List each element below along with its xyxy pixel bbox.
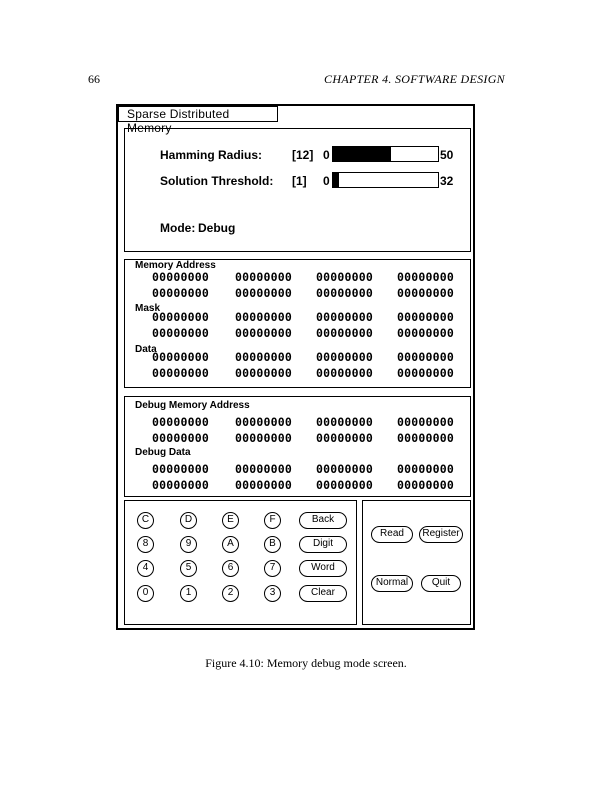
- quit-button[interactable]: Quit: [421, 575, 461, 592]
- hamming-max: 50: [440, 148, 454, 162]
- key-5-button[interactable]: 5: [180, 560, 197, 577]
- mask-word: 00000000: [152, 326, 209, 340]
- debug-data-word: 00000000: [152, 478, 209, 492]
- debug-data-word: 00000000: [152, 462, 209, 476]
- mask-word: 00000000: [235, 326, 292, 340]
- mask-word: 00000000: [316, 326, 373, 340]
- memory-address-word: 00000000: [152, 270, 209, 284]
- mask-word: 00000000: [235, 310, 292, 324]
- threshold-slider-fill: [333, 173, 339, 187]
- digit-button[interactable]: Digit: [299, 536, 347, 553]
- debug-data-word: 00000000: [235, 478, 292, 492]
- clear-button[interactable]: Clear: [299, 585, 347, 602]
- mask-word: 00000000: [397, 326, 454, 340]
- data-word: 00000000: [397, 366, 454, 380]
- key-4-button[interactable]: 4: [137, 560, 154, 577]
- chapter-heading: CHAPTER 4. SOFTWARE DESIGN: [324, 72, 505, 86]
- solution-threshold-slider[interactable]: [332, 172, 439, 188]
- data-word: 00000000: [316, 350, 373, 364]
- debug-address-word: 00000000: [316, 431, 373, 445]
- mask-word: 00000000: [152, 310, 209, 324]
- key-2-button[interactable]: 2: [222, 585, 239, 602]
- debug-address-word: 00000000: [397, 415, 454, 429]
- mask-label: Mask: [135, 303, 161, 314]
- hamming-radius-value: [12]: [292, 148, 314, 162]
- debug-data-word: 00000000: [397, 462, 454, 476]
- mode-label: Mode:: [160, 221, 196, 235]
- memory-address-word: 00000000: [235, 270, 292, 284]
- key-a-button[interactable]: A: [222, 536, 239, 553]
- data-word: 00000000: [235, 366, 292, 380]
- key-b-button[interactable]: B: [264, 536, 281, 553]
- key-7-button[interactable]: 7: [264, 560, 281, 577]
- key-9-button[interactable]: 9: [180, 536, 197, 553]
- debug-data-word: 00000000: [235, 462, 292, 476]
- solution-threshold-value: [1]: [292, 174, 307, 188]
- debug-data-word: 00000000: [397, 478, 454, 492]
- data-word: 00000000: [152, 366, 209, 380]
- key-1-button[interactable]: 1: [180, 585, 197, 602]
- threshold-max: 32: [440, 174, 454, 188]
- debug-data-word: 00000000: [316, 478, 373, 492]
- key-0-button[interactable]: 0: [137, 585, 154, 602]
- normal-button[interactable]: Normal: [371, 575, 413, 592]
- key-d-button[interactable]: D: [180, 512, 197, 529]
- solution-threshold-label: Solution Threshold:: [160, 174, 274, 188]
- memory-address-word: 00000000: [397, 270, 454, 284]
- data-word: 00000000: [152, 350, 209, 364]
- threshold-min: 0: [323, 174, 330, 188]
- debug-address-word: 00000000: [235, 415, 292, 429]
- register-button[interactable]: Register: [419, 526, 463, 543]
- data-word: 00000000: [235, 350, 292, 364]
- hamming-radius-slider[interactable]: [332, 146, 439, 162]
- memory-address-word: 00000000: [316, 286, 373, 300]
- key-c-button[interactable]: C: [137, 512, 154, 529]
- data-label: Data: [135, 344, 157, 355]
- memory-address-label: Memory Address: [135, 260, 216, 271]
- word-button[interactable]: Word: [299, 560, 347, 577]
- page-number: 66: [88, 72, 100, 86]
- debug-address-word: 00000000: [152, 431, 209, 445]
- memory-address-word: 00000000: [235, 286, 292, 300]
- hamming-slider-fill: [333, 147, 391, 161]
- debug-address-word: 00000000: [235, 431, 292, 445]
- debug-address-word: 00000000: [316, 415, 373, 429]
- figure-caption: Figure 4.10: Memory debug mode screen.: [205, 656, 407, 670]
- memory-address-word: 00000000: [316, 270, 373, 284]
- debug-data-word: 00000000: [316, 462, 373, 476]
- key-8-button[interactable]: 8: [137, 536, 154, 553]
- mask-word: 00000000: [316, 310, 373, 324]
- data-word: 00000000: [397, 350, 454, 364]
- memory-address-word: 00000000: [397, 286, 454, 300]
- hamming-radius-label: Hamming Radius:: [160, 148, 263, 162]
- key-e-button[interactable]: E: [222, 512, 239, 529]
- command-panel: [362, 500, 471, 625]
- hamming-min: 0: [323, 148, 330, 162]
- back-button[interactable]: Back: [299, 512, 347, 529]
- key-6-button[interactable]: 6: [222, 560, 239, 577]
- debug-data-label: Debug Data: [135, 447, 191, 458]
- read-button[interactable]: Read: [371, 526, 413, 543]
- debug-address-label: Debug Memory Address: [135, 400, 250, 411]
- key-3-button[interactable]: 3: [264, 585, 281, 602]
- mask-word: 00000000: [397, 310, 454, 324]
- key-f-button[interactable]: F: [264, 512, 281, 529]
- window-title: Sparse Distributed Memory: [118, 106, 278, 122]
- mode-value: Debug: [198, 221, 236, 235]
- data-word: 00000000: [316, 366, 373, 380]
- memory-address-word: 00000000: [152, 286, 209, 300]
- debug-address-word: 00000000: [152, 415, 209, 429]
- debug-address-word: 00000000: [397, 431, 454, 445]
